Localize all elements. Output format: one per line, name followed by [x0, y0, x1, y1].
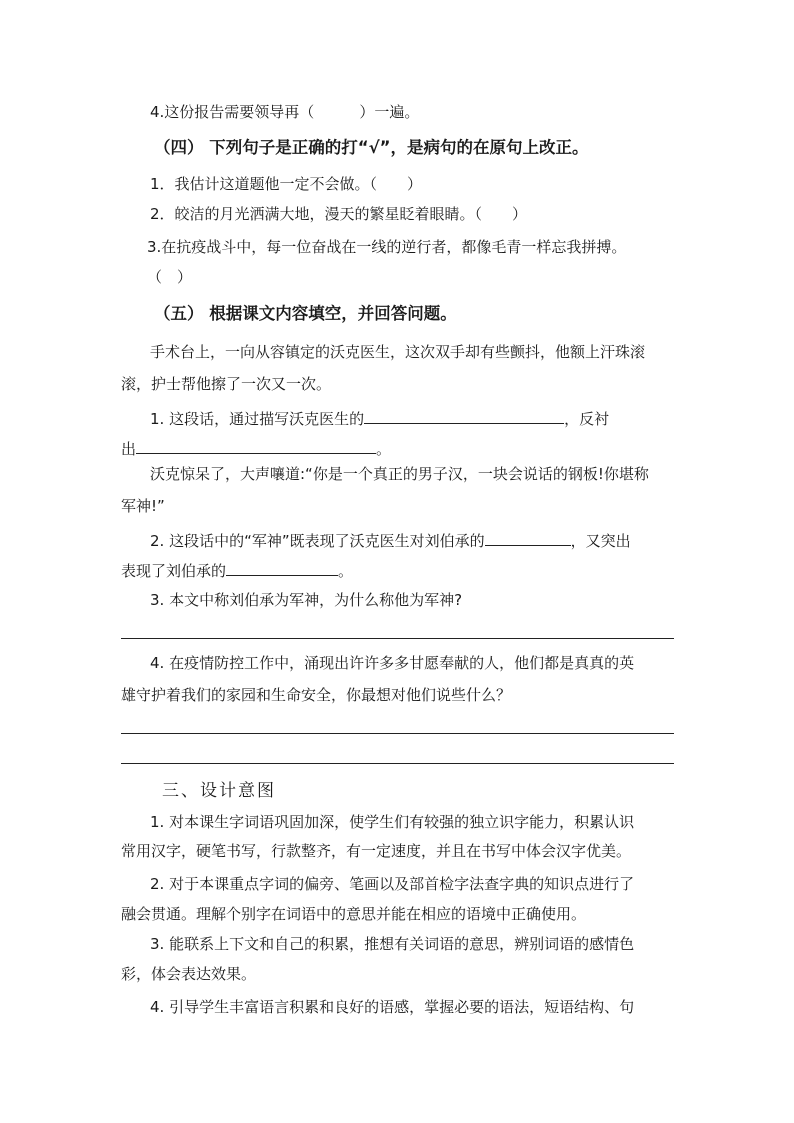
sec5-q1-line1	[150, 407, 609, 430]
answer-line[interactable]	[121, 763, 674, 764]
answer-line[interactable]	[121, 733, 674, 734]
sec5-q2-text-2: 表现了刘伯承的	[121, 562, 227, 580]
exercise-item-4: 4.这份报告需要领导再（ ）一遍。	[150, 103, 420, 121]
answer-blank[interactable]	[364, 407, 564, 424]
passage-2-line1: 沃克惊呆了，大声嚷道:“你是一个真正的男子汉，一块会说话的钢板!你堪称	[150, 465, 649, 483]
passage-1-line1: 手术台上，一向从容镇定的沃克医生，这次双手却有些颤抖，他额上汗珠滚	[150, 343, 646, 361]
answer-blank[interactable]	[485, 529, 571, 546]
design-point-1-line1: 1. 对本课生字词语巩固加深，使学生们有较强的独立识字能力，积累认识	[150, 813, 635, 831]
design-point-3-line1: 3. 能联系上下文和自己的积累，推想有关词语的意思，辨别词语的感情色	[150, 935, 635, 953]
passage-1-line2: 滚，护士帮他擦了一次又一次。	[121, 375, 332, 393]
design-heading: 三、设计意图	[162, 781, 276, 801]
sec5-q2-line2	[121, 559, 353, 582]
sec5-q2-period: 。	[338, 562, 354, 580]
sec5-q2-text: 2. 这段话中的“军神”既表现了沃克医生对刘伯承的	[150, 532, 485, 550]
design-point-4-line1: 4. 引导学生丰富语言积累和良好的语感，掌握必要的语法，短语结构、句	[150, 998, 635, 1016]
design-point-3-line2: 彩，体会表达效果。	[121, 965, 257, 983]
answer-blank[interactable]	[136, 437, 376, 454]
section-five-title: （五） 根据课文内容填空，并回答问题。	[154, 304, 457, 323]
sec4-item-2: 2．皎洁的月光洒满大地，漫天的繁星眨着眼睛。（ ）	[150, 205, 528, 223]
sec5-q1-line2	[121, 437, 391, 460]
sec5-q1-text-2: 出	[121, 440, 137, 458]
sec5-q1-period: 。	[376, 440, 392, 458]
sec5-q2-text-end: ，又突出	[570, 532, 631, 550]
section-four-title: （四） 下列句子是正确的打“√”，是病句的在原句上改正。	[154, 138, 589, 157]
answer-line[interactable]	[121, 638, 674, 639]
sec5-q2-line1	[150, 529, 631, 552]
design-point-2-line1: 2. 对于本课重点字词的偏旁、笔画以及部首检字法查字典的知识点进行了	[150, 875, 635, 893]
sec5-q4-line2: 雄守护着我们的家园和生命安全，你最想对他们说些什么？	[121, 686, 512, 704]
sec5-q1-text: 1. 这段话，通过描写沃克医生的	[150, 410, 365, 428]
design-point-1-line2: 常用汉字，硬笔书写，行款整齐，有一定速度，并且在书写中体会汉字优美。	[121, 842, 632, 860]
answer-blank[interactable]	[226, 559, 338, 576]
sec5-q4-line1: 4. 在疫情防控工作中，涌现出许许多多甘愿奉献的人，他们都是真真的英	[150, 654, 635, 672]
sec4-item-1: 1．我估计这道题他一定不会做。（ ）	[150, 175, 423, 193]
passage-2-line2: 军神!”	[121, 497, 165, 515]
sec5-q3: 3. 本文中称刘伯承为军神，为什么称他为军神?	[150, 591, 463, 609]
sec5-q1-text-end: ，反衬	[564, 410, 610, 428]
design-point-2-line2: 融会贯通。理解个别字在词语中的意思并能在相应的语境中正确使用。	[121, 905, 587, 923]
sec4-item-3-line1: 3.在抗疫战斗中，每一位奋战在一线的逆行者，都像毛青一样忘我拼搏。	[147, 238, 627, 256]
sec4-item-3-line2: （ ）	[147, 268, 193, 286]
